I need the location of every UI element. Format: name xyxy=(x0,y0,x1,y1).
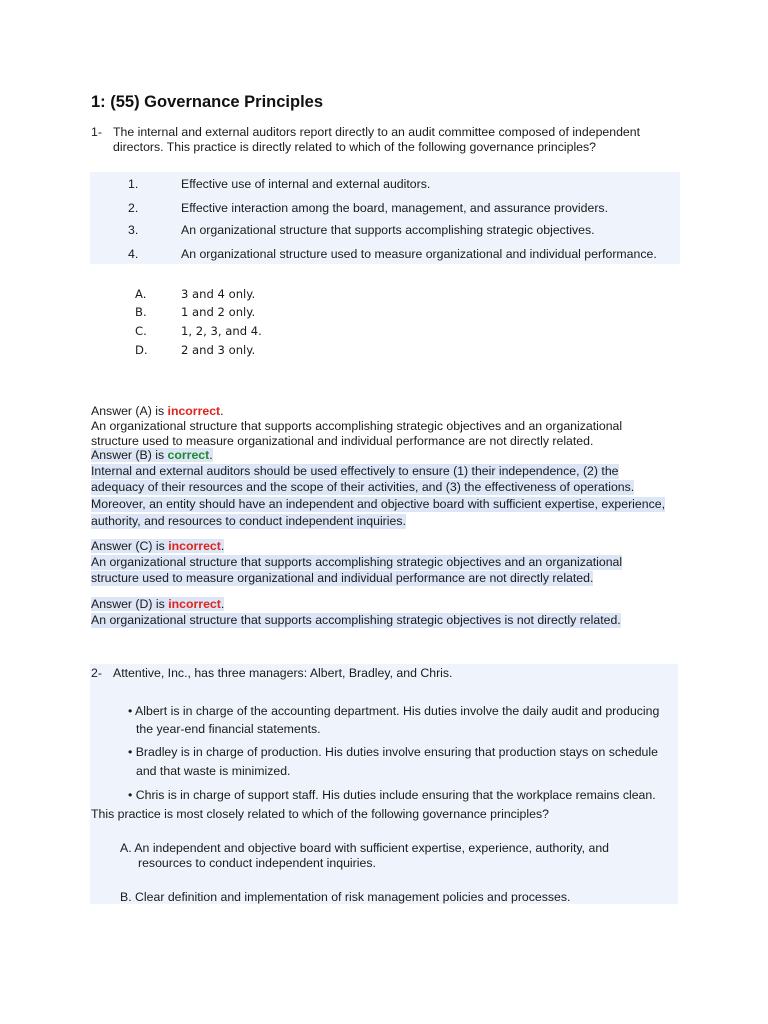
statement-text: An organizational structure used to measure organizational and individual performance. xyxy=(181,247,657,261)
answer-a-prefix: Answer (A) is xyxy=(91,404,168,418)
question-2-stem: Attentive, Inc., has three managers: Albert, Bradley, and Chris. xyxy=(113,666,453,680)
bullet-albert-line-2: the year-end financial statements. xyxy=(136,722,321,736)
answer-c-verdict: incorrect xyxy=(168,539,221,553)
question-2-option-a-line-2: resources to conduct independent inquiries. xyxy=(138,856,376,870)
answer-a-explanation-line: An organizational structure that supports accomplishing strategic objectives and an organizational xyxy=(91,419,623,433)
answer-c-prefix: Answer (C) is xyxy=(91,539,169,553)
answer-d-verdict: incorrect xyxy=(168,597,221,611)
choice-text: 1, 2, 3, and 4. xyxy=(181,324,262,338)
answer-a-explanation-line: structure used to measure organizational and individual performance are not directly related. xyxy=(91,434,594,448)
answer-b-explanation-line: authority, and resources to conduct independent inquiries. xyxy=(91,514,406,528)
choice-letter: A. xyxy=(135,287,147,301)
answer-c-explanation-line: An organizational structure that supports accomplishing strategic objectives and an organizational xyxy=(91,555,623,569)
bullet-chris-line-1: • Chris is in charge of support staff. His duties include ensuring that the workplace remains clean. xyxy=(128,788,656,802)
statement-text: Effective use of internal and external auditors. xyxy=(181,177,431,191)
statement-number: 3. xyxy=(128,223,139,237)
question-2-prompt: This practice is most closely related to which of the following governance principles? xyxy=(91,807,549,821)
statement-number: 2. xyxy=(128,201,139,215)
bullet-bradley-line-2: and that waste is minimized. xyxy=(136,764,291,778)
statement-text: An organizational structure that supports accomplishing strategic objectives. xyxy=(181,223,595,237)
answer-a-heading: Answer (A) is incorrect. xyxy=(91,404,224,418)
question-2-number: 2- xyxy=(91,666,102,680)
choice-text: 1 and 2 only. xyxy=(181,305,256,319)
answer-d-prefix: Answer (D) is xyxy=(91,597,169,611)
bullet-albert-line-1: • Albert is in charge of the accounting department. His duties involve the daily audit and producing xyxy=(128,704,660,718)
statement-number: 4. xyxy=(128,247,139,261)
bullet-bradley-line-1: • Bradley is in charge of production. His duties involve ensuring that production stays on schedule xyxy=(128,745,658,759)
choice-letter: C. xyxy=(135,324,147,338)
answer-a-verdict: incorrect xyxy=(167,404,221,418)
question-1-stem-line-2: directors. This practice is directly related to which of the following governance principles? xyxy=(113,140,597,154)
question-1-number: 1- xyxy=(91,125,102,139)
statement-text: Effective interaction among the board, management, and assurance providers. xyxy=(181,201,608,215)
answer-d-heading: Answer (D) is incorrect. xyxy=(91,597,225,611)
choice-letter: D. xyxy=(135,343,148,357)
question-1-stem-line-1: The internal and external auditors report directly to an audit committee composed of independent xyxy=(113,125,641,139)
question-2-option-a-line-1: A. An independent and objective board with sufficient expertise, experience, authority, and xyxy=(120,841,610,855)
answer-c-explanation-line: structure used to measure organizational and individual performance are not directly related. xyxy=(91,571,594,585)
choice-text: 3 and 4 only. xyxy=(181,287,256,301)
answer-b-heading: Answer (B) is correct. xyxy=(91,448,213,462)
answer-b-verdict: correct xyxy=(167,448,210,462)
answer-b-prefix: Answer (B) is xyxy=(91,448,168,462)
choice-text: 2 and 3 only. xyxy=(181,343,256,357)
statement-number: 1. xyxy=(128,177,139,191)
choice-letter: B. xyxy=(135,305,147,319)
answer-d-explanation-line: An organizational structure that supports accomplishing strategic objectives is not directly related. xyxy=(91,613,621,627)
answer-b-explanation-line: Moreover, an entity should have an independent and objective board with sufficient expertise, experience, xyxy=(91,497,665,511)
answer-b-explanation-line: adequacy of their resources and the scope of their activities, and (3) the effectiveness of operations. xyxy=(91,480,635,494)
question-2-option-b: B. Clear definition and implementation of risk management policies and processes. xyxy=(120,890,571,904)
answer-c-heading: Answer (C) is incorrect. xyxy=(91,539,225,553)
answer-b-explanation-line: Internal and external auditors should be used effectively to ensure (1) their independence, (2) the xyxy=(91,464,619,478)
section-title: 1: (55) Governance Principles xyxy=(91,93,324,111)
